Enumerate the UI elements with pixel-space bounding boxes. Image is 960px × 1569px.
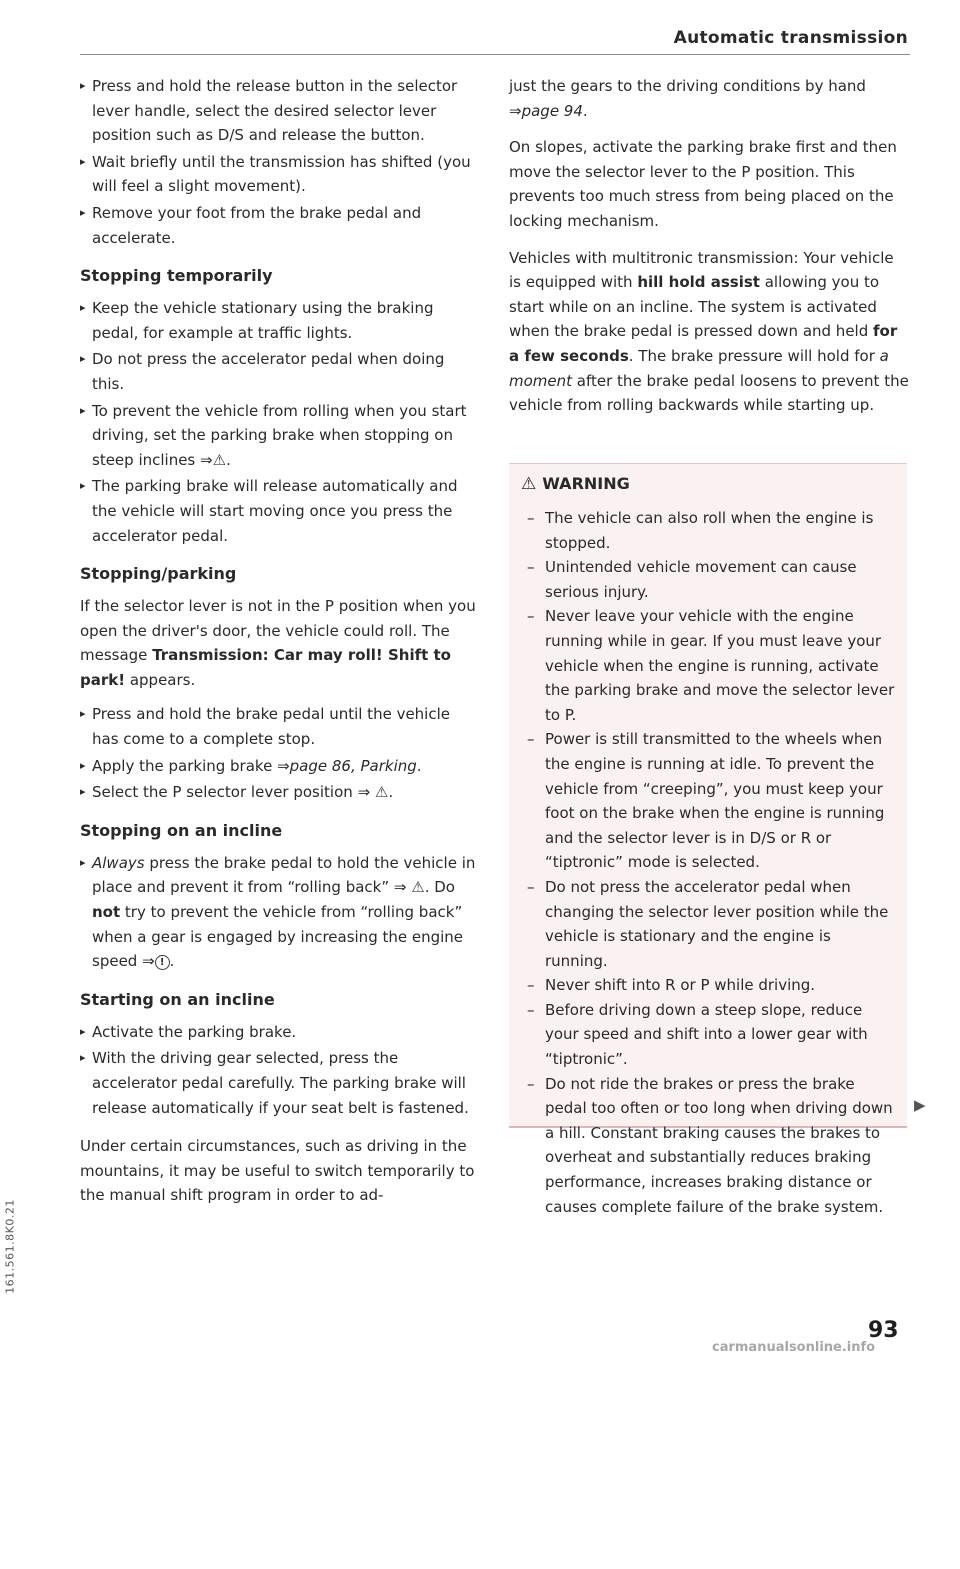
warning-icon: ⚠: [374, 783, 389, 802]
warning-icon: ⚠: [411, 878, 425, 897]
warning-item: – Do not ride the brakes or press the brake pedal too often or too long when driving down a hill. Constant braking causes the brakes to overheat and substantially reduces braking performance, increases braking distance or causes complete failure of the brake system.: [527, 1072, 897, 1220]
body-paragraph: [80, 594, 480, 692]
step-bullet: ▸ Press and hold the release button in the selector lever handle, select the desired selector lever position such as D/S and release the button.: [80, 74, 480, 148]
warning-item: – Do not press the accelerator pedal when changing the selector lever position while the vehicle is stationary and the engine is running.: [527, 875, 897, 973]
page-reference-link[interactable]: page 94: [521, 101, 583, 120]
watermark: carmanualsonline.info: [712, 1340, 876, 1355]
ref-arrow-icon: ⇒: [142, 952, 155, 971]
left-column: [80, 74, 480, 1208]
header-divider: [80, 54, 910, 55]
step-bullet: ▸ Wait briefly until the transmission has shifted (you will feel a slight movement).: [80, 150, 480, 199]
bullet-text: To prevent the vehicle from rolling when you start driving, set the parking brake when stopping on steep inclines: [92, 401, 467, 469]
page-number: 93: [868, 1318, 899, 1343]
warning-title: WARNING: [542, 474, 630, 493]
paragraph-text: Vehicles with multitronic transmission: Your vehicle is equipped with: [509, 248, 894, 292]
paragraph-text: allowing you to start while on an incline. The system is activated when the brake pedal is pressed down and held: [509, 273, 880, 341]
bullet-text: . Do: [424, 878, 455, 897]
section-heading-stopping-temporarily: Stopping temporarily: [80, 266, 273, 286]
warning-item: – Never leave your vehicle with the engine running while in gear. If you must leave your vehicle when the engine is running, activate the parking brake and move the selector lever to P.: [527, 604, 897, 727]
paragraph-text: after the brake pedal loosens to prevent the vehicle from rolling backwards while starting up.: [509, 371, 909, 415]
step-bullet: ▸ With the driving gear selected, press the accelerator pedal carefully. The parking brake will release automatically if your seat belt is fastened.: [80, 1046, 480, 1120]
emphasis-text: hill hold assist: [637, 273, 760, 292]
body-paragraph: just the gears to the driving conditions by hand ⇒page 94.: [509, 77, 866, 120]
continue-arrow-icon: ▶: [914, 1096, 926, 1114]
emphasis-text: Always: [92, 853, 145, 872]
document-code: 161.561.8K0.21: [3, 1199, 17, 1294]
step-bullet: ▸ To prevent the vehicle from rolling when you start driving, set the parking brake when stopping on steep inclines ⇒⚠.: [80, 399, 480, 473]
body-paragraph: [509, 246, 909, 418]
body-paragraph: Under certain circumstances, such as driving in the mountains, it may be useful to switch temporarily to the manual shift program in order to ad-: [80, 1137, 475, 1205]
step-bullet: ▸ Do not press the accelerator pedal when doing this.: [80, 347, 480, 396]
section-heading-stopping-parking: Stopping/parking: [80, 564, 237, 584]
paragraph-text: . The brake pressure will hold for: [628, 346, 880, 365]
warning-heading: [521, 474, 630, 494]
paragraph-text: appears.: [125, 670, 196, 689]
ref-arrow-icon: ⇒: [357, 783, 371, 802]
message-text: Transmission: Car may roll! Shift to park!: [80, 646, 451, 689]
bullet-text: press the brake pedal to hold the vehicle in place and prevent it from “rolling back”: [92, 853, 476, 897]
ref-arrow-icon: ⇒: [200, 450, 213, 469]
warning-item: – Power is still transmitted to the wheels when the engine is running at idle. To prevent the vehicle from “creeping”, you must keep your foot on the brake when the engine is running and the selector lever is in D/S or R or “tiptronic” mode is selected.: [527, 727, 897, 875]
step-bullet: ▸ Press and hold the brake pedal until the vehicle has come to a complete stop.: [80, 702, 480, 751]
bullet-text: Select the P selector lever position: [92, 783, 353, 802]
section-heading-starting-incline: Starting on an incline: [80, 989, 275, 1009]
warning-item: – Unintended vehicle movement can cause serious injury.: [527, 555, 897, 604]
right-column: [509, 74, 909, 418]
warning-item: – Never shift into R or P while driving.: [527, 973, 897, 998]
step-bullet: ▸ Apply the parking brake ⇒page 86, Parking.: [80, 754, 480, 779]
emphasis-text: a moment: [509, 346, 889, 390]
page-reference-link[interactable]: page 86, Parking: [289, 756, 417, 775]
warning-triangle-icon: ⚠: [521, 474, 537, 494]
step-bullet: ▸ Always press the brake pedal to hold the vehicle in place and prevent it from “rolling back” ⇒ ⚠. Do not try to prevent the vehicle from “rolling back” when a gear is engaged by increasing the engine speed ⇒ ! .: [80, 851, 480, 974]
warning-item: – The vehicle can also roll when the engine is stopped.: [527, 506, 897, 555]
warning-list: [527, 506, 897, 1219]
ref-arrow-icon: ⇒: [393, 878, 407, 897]
ref-arrow-icon: ⇒: [509, 101, 522, 120]
paragraph-text: If the selector lever is not in the P position when you open the driver's door, the vehicle could roll. The message: [80, 597, 476, 665]
step-bullet: ▸ Remove your foot from the brake pedal and accelerate.: [80, 201, 480, 250]
warning-icon: ⚠: [212, 450, 227, 469]
step-bullet: ▸ Keep the vehicle stationary using the braking pedal, for example at traffic lights.: [80, 296, 480, 345]
paragraph-text: just the gears to the driving conditions by hand: [509, 77, 866, 95]
bullet-text: Apply the parking brake: [92, 756, 278, 775]
bullet-text: try to prevent the vehicle from “rolling back” when a gear is engaged by increasing the engine speed: [92, 903, 464, 971]
warning-item: – Before driving down a steep slope, reduce your speed and shift into a lower gear with “tiptronic”.: [527, 998, 897, 1072]
step-bullet: ▸ Activate the parking brake.: [80, 1020, 480, 1045]
emphasis-text: for a few seconds: [509, 322, 898, 365]
warning-box-background: [509, 463, 907, 1216]
section-heading-stopping-incline: Stopping on an incline: [80, 820, 283, 840]
caution-notice-icon: !: [155, 955, 170, 970]
step-bullet: ▸ Select the P selector lever position ⇒ ⚠.: [80, 780, 480, 805]
emphasis-text: not: [92, 903, 121, 922]
step-bullet: ▸ The parking brake will release automatically and the vehicle will start moving once you press the accelerator pedal.: [80, 474, 480, 548]
warning-box: [509, 463, 907, 1569]
ref-arrow-icon: ⇒: [277, 756, 290, 775]
body-paragraph: On slopes, activate the parking brake first and then move the selector lever to the P position. This prevents too much stress from being placed on the locking mechanism.: [509, 138, 897, 230]
page-header-title: Automatic transmission: [673, 28, 908, 48]
